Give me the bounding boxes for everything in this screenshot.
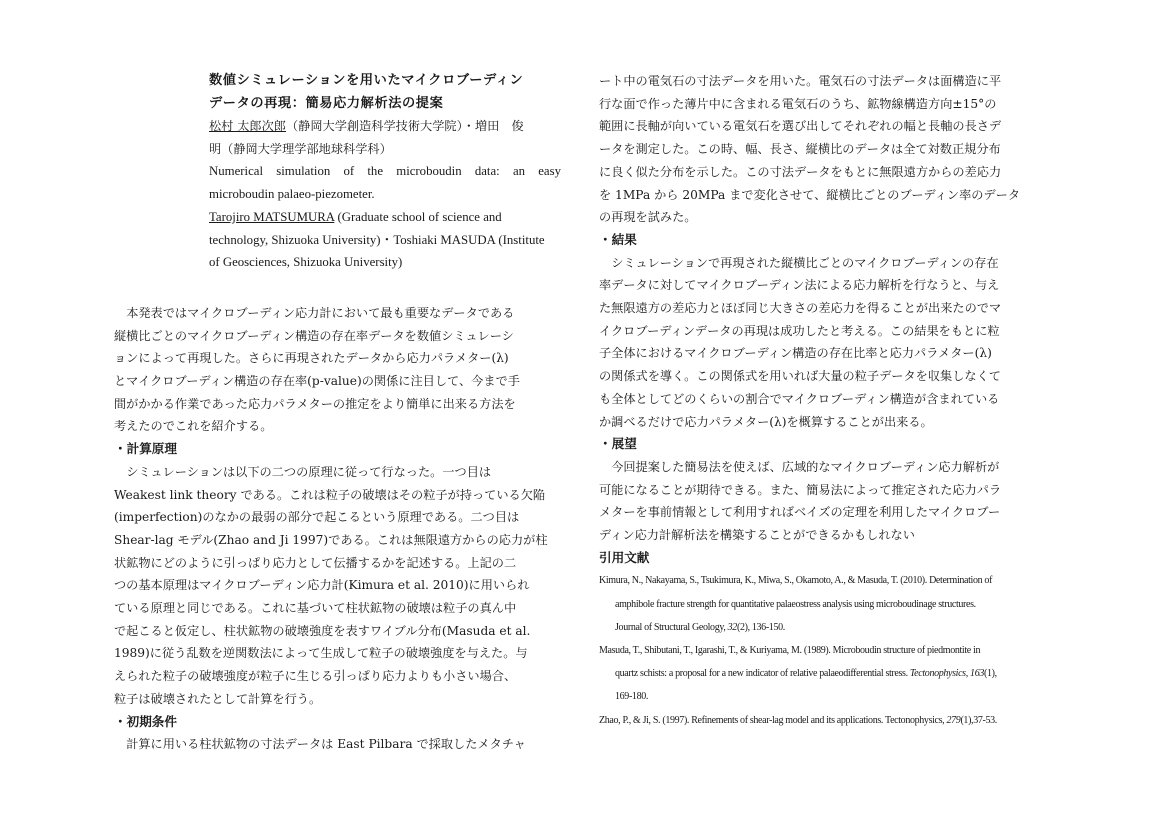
heading-results: ・結果: [599, 231, 637, 247]
results-body: シミュレーションで再現された縦横比ごとのマイクロブーディンの存在 率データに対してマイクロブーディン法による応力解析を行なうと、与え た無限遠方の差応力とほぼ同じ大きさの差応力を得ることが出来たのでマ イクロブーディンデータの再現は成功したと考える。この結果をもとに粒 子全体におけるマイクロブーディン構造の存在比率と応力パラメター(λ) の関係式を導く。この関係式を用いれば大量の粒子データを収集しなくて も全体としてどのくらいの割合でマイクロブーディン構造が含まれている か調べるだけで応力パラメター(λ)を概算することが出来る。: [599, 255, 1002, 429]
abstract: 本発表ではマイクロブーディン応力計において最も重要なデータである 縦横比ごとのマイクロブーディン構造の存在率データを数値シミュレーシ ョンによって再現した。さらに再現されたデータから応力パラメター(λ) とマイクロブーディン構造の存在率(p-value)の関係に注目して、今まで手 間がかかる作業であった応力パラメターの推定をより簡単に出来る方法を 考えたのでこれを紹介する。: [114, 305, 520, 434]
reference-item: Masuda, T., Shibutani, T., Igarashi, T., & Kuriyama, M. (1989). Microboudin structure of piedmontite in quartz schists: a proposal for a new indicator of relative palaeodifferential stress. Tectonophysics, 163(1), 169-180.: [599, 645, 997, 703]
title-en: Numerical simulation of the microboudin data: an easy microboudin palaeo-piezometer.: [209, 164, 561, 202]
outlook-body: 今回提案した簡易法を使えば、広域的なマイクロブーディン応力解析が 可能になることが期待できる。また、簡易法によって推定された応力パラ メターを事前情報として利用すればベイズの定理を利用したマイクロブー ディン応力計解析法を構築することができるかもしれない: [599, 459, 1002, 543]
first-author-jp: 松村 太郎次郎: [209, 119, 286, 133]
initial-body-right: ート中の電気石の寸法データを用いた。電気石の寸法データは面構造に平 行な面で作った薄片中に含まれる電気石のうち、鉱物線構造方向±15°の 範囲に長軸が向いている電気石を選び出してそれぞれの幅と長軸の長さデ ータを測定した。この時、幅、長さ、縦横比のデータは全て対数正規分布 に良く似た分布を示した。この寸法データをもとに無限遠方からの差応力 を 1MPa から 20MPa まで変化させて、縦横比ごとのブーディン率のデータ の再現を試みた。: [599, 74, 1021, 225]
reference-item: Zhao, P., & Ji, S. (1997). Refinements of shear-lag model and its applications. Tectonophysics, 279(1),37-53.: [599, 714, 997, 726]
authors-jp: 松村 太郎次郎（静岡大学創造科学技術大学院）・増田 俊 明（静岡大学理学部地球科学科）: [209, 119, 524, 156]
heading-references: 引用文献: [599, 549, 650, 565]
heading-initial: ・初期条件: [114, 713, 177, 729]
heading-principle: ・計算原理: [114, 441, 177, 457]
title-jp-line-2: データの再現：簡易応力解析法の提案: [209, 95, 444, 111]
initial-body-left: 計算に用いる柱状鉱物の寸法データは East Pilbara で採取したメタチャ: [126, 737, 526, 752]
reference-list: [599, 569, 1046, 731]
title-jp-line-1: 数値シミュレーションを用いたマイクロブーディン: [209, 73, 524, 88]
authors-en: Tarojiro MATSUMURA (Graduate school of science and technology, Shizuoka University)・Toshiaki MASUDA (Institute of Geosciences, Shizuoka University): [209, 209, 545, 270]
first-author-en: Tarojiro MATSUMURA: [209, 209, 335, 224]
reference-item: Kimura, N., Nakayama, S., Tsukimura, K., Miwa, S., Okamoto, A., & Masuda, T. (2010). Determination of amphibole fracture strength for quantitative palaeostress analysis using microboudinage structures. Journal of Structural Geology, 32(2), 136-150.: [599, 575, 993, 633]
paper-header: [209, 70, 561, 274]
principle-body: シミュレーションは以下の二つの原理に従って行なった。一つ目は Weakest link theory である。これは粒子の破壊はその粒子が持っている欠陥 (imperfection)のなかの最弱の部分で起こるという原理である。二つ目は Shear-lag モデル(Zhao and Ji 1997)である。これは無限遠方からの応力が柱 状鉱物にどのように引っぱり応力として伝播するかを記述する。上記の二 つの基本原理はマイクロブーディン応力計(Kimura et al. 2010)に用いられ ている原理と同じである。これに基づいて柱状鉱物の破壊は粒子の真ん中 で起こると仮定し、柱状鉱物の破壊強度を表すワイブル分布(Masuda et al. 1989)に従う乱数を逆関数法によって生成して粒子の破壊強度を与えた。与 えられた粒子の破壊強度が粒子に生じる引っぱり応力よりも小さい場合、 粒子は破壊されたとして計算を行う。: [114, 464, 548, 706]
heading-outlook: ・展望: [599, 436, 637, 452]
left-column: [114, 70, 561, 756]
right-column: [599, 70, 1046, 732]
